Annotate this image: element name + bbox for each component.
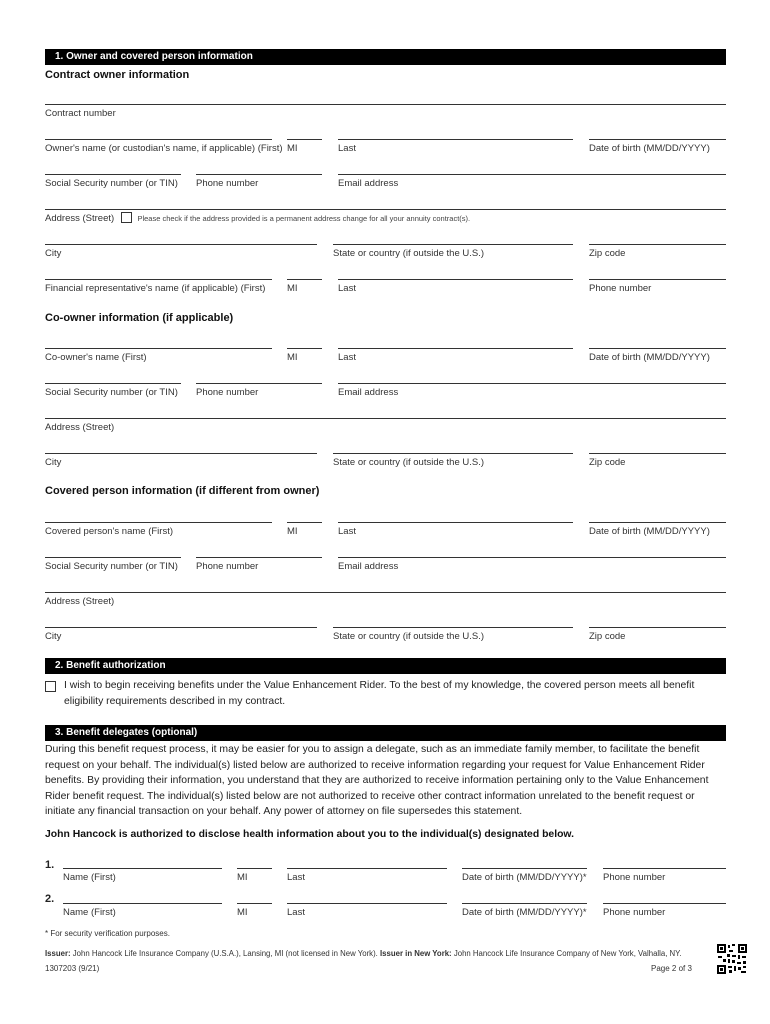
owner-phone-field[interactable]: Phone number [196, 174, 322, 189]
coowner-dob-field[interactable]: Date of birth (MM/DD/YYYY) [589, 348, 726, 363]
covered-person-heading: Covered person information (if different from owner) [45, 485, 320, 497]
owner-mi-field[interactable]: MI [287, 139, 322, 154]
page-number: Page 2 of 3 [651, 964, 692, 973]
qr-code-icon [717, 944, 747, 974]
issuer-line: Issuer: John Hancock Life Insurance Company (U.S.A.), Lansing, MI (not licensed in New York). Issuer in New York: John Hancock Life Insurance Company of New York, Valhalla, NY. [45, 949, 682, 958]
fin-rep-last-name-field[interactable]: Last [338, 279, 573, 294]
owner-ssn-field[interactable]: Social Security number (or TIN) [45, 174, 181, 189]
covered-last-name-field[interactable]: Last [338, 522, 573, 537]
coowner-zip-field[interactable]: Zip code [589, 453, 726, 468]
owner-zip-field[interactable]: Zip code [589, 244, 726, 259]
benefit-authorization-text: I wish to begin receiving benefits under the Value Enhancement Rider. To the best of my knowledge, the covered person meets all benefit eligibility requirements described in my contract. [64, 680, 695, 707]
delegate-2-phone-field[interactable]: Phone number [603, 903, 726, 918]
coowner-last-name-field[interactable]: Last [338, 348, 573, 363]
covered-ssn-field[interactable]: Social Security number (or TIN) [45, 557, 181, 572]
coowner-state-field[interactable]: State or country (if outside the U.S.) [333, 453, 573, 468]
section-3-header: 3. Benefit delegates (optional) [45, 725, 726, 741]
delegate-1-last-name-field[interactable]: Last [287, 868, 447, 883]
address-change-checkbox[interactable] [121, 212, 132, 223]
owner-address-field[interactable]: Address (Street) Please check if the address provided is a permanent address change for all your annuity contract(s). [45, 209, 726, 224]
section-1-header: 1. Owner and covered person information [45, 49, 726, 65]
delegate-2-last-name-field[interactable]: Last [287, 903, 447, 918]
covered-first-name-field[interactable]: Covered person's name (First) [45, 522, 272, 537]
benefit-authorization-checkbox[interactable] [45, 681, 56, 692]
covered-state-field[interactable]: State or country (if outside the U.S.) [333, 627, 573, 642]
delegate-2-number: 2. [45, 893, 55, 905]
owner-email-field[interactable]: Email address [338, 174, 726, 189]
delegate-2-first-name-field[interactable]: Name (First) [63, 903, 222, 918]
contract-owner-heading: Contract owner information [45, 69, 190, 81]
delegate-1-mi-field[interactable]: MI [237, 868, 272, 883]
section-2-header: 2. Benefit authorization [45, 658, 726, 674]
contract-number-input[interactable] [45, 87, 726, 105]
coowner-mi-field[interactable]: MI [287, 348, 322, 363]
covered-mi-field[interactable]: MI [287, 522, 322, 537]
owner-dob-field[interactable]: Date of birth (MM/DD/YYYY) [589, 139, 726, 154]
owner-city-field[interactable]: City [45, 244, 317, 259]
owner-last-name-field[interactable]: Last [338, 139, 573, 154]
covered-zip-field[interactable]: Zip code [589, 627, 726, 642]
coowner-first-name-field[interactable]: Co-owner's name (First) [45, 348, 272, 363]
owner-first-name-field[interactable]: Owner's name (or custodian's name, if applicable) (First) [45, 139, 272, 154]
coowner-phone-field[interactable]: Phone number [196, 383, 322, 398]
coowner-email-field[interactable]: Email address [338, 383, 726, 398]
fin-rep-first-name-field[interactable]: Financial representative's name (if applicable) (First) [45, 279, 272, 294]
fin-rep-mi-field[interactable]: MI [287, 279, 322, 294]
covered-email-field[interactable]: Email address [338, 557, 726, 572]
delegate-1-first-name-field[interactable]: Name (First) [63, 868, 222, 883]
delegate-1-phone-field[interactable]: Phone number [603, 868, 726, 883]
delegate-2-mi-field[interactable]: MI [237, 903, 272, 918]
delegate-1-number: 1. [45, 859, 55, 871]
delegate-2-dob-field[interactable]: Date of birth (MM/DD/YYYY)* [462, 903, 587, 918]
form-code: 1307203 (9/21) [45, 964, 100, 973]
covered-phone-field[interactable]: Phone number [196, 557, 322, 572]
security-footnote: * For security verification purposes. [45, 929, 170, 938]
address-change-label: Please check if the address provided is a permanent address change for all your annuity contract(s). [137, 214, 471, 223]
covered-city-field[interactable]: City [45, 627, 317, 642]
contract-number-field[interactable]: Contract number [45, 104, 726, 119]
owner-state-field[interactable]: State or country (if outside the U.S.) [333, 244, 573, 259]
fin-rep-phone-field[interactable]: Phone number [589, 279, 726, 294]
covered-address-field[interactable]: Address (Street) [45, 592, 726, 607]
disclosure-statement: John Hancock is authorized to disclose health information about you to the individual(s) designated below. [45, 829, 575, 840]
coowner-heading: Co-owner information (if applicable) [45, 312, 234, 324]
coowner-city-field[interactable]: City [45, 453, 317, 468]
coowner-ssn-field[interactable]: Social Security number (or TIN) [45, 383, 181, 398]
delegates-paragraph: During this benefit request process, it may be easier for you to assign a delegate, such as an immediate family member, to facilitate the benefit request on your behalf. The individual(s) listed below are authorized to receive information regarding your request for Value Enhancement Rider benefits. By providing their information, you understand that they are authorized to receive information pertaining only to the Value Enhancement Rider benefit request. The individual(s) listed below are not authorized to receive other contract information unrelated to the benefit request or initiate any financial transaction on your behalf. Any power of attorney on file supersedes this statement. [45, 744, 709, 818]
delegate-1-dob-field[interactable]: Date of birth (MM/DD/YYYY)* [462, 868, 587, 883]
covered-dob-field[interactable]: Date of birth (MM/DD/YYYY) [589, 522, 726, 537]
coowner-address-field[interactable]: Address (Street) [45, 418, 726, 433]
